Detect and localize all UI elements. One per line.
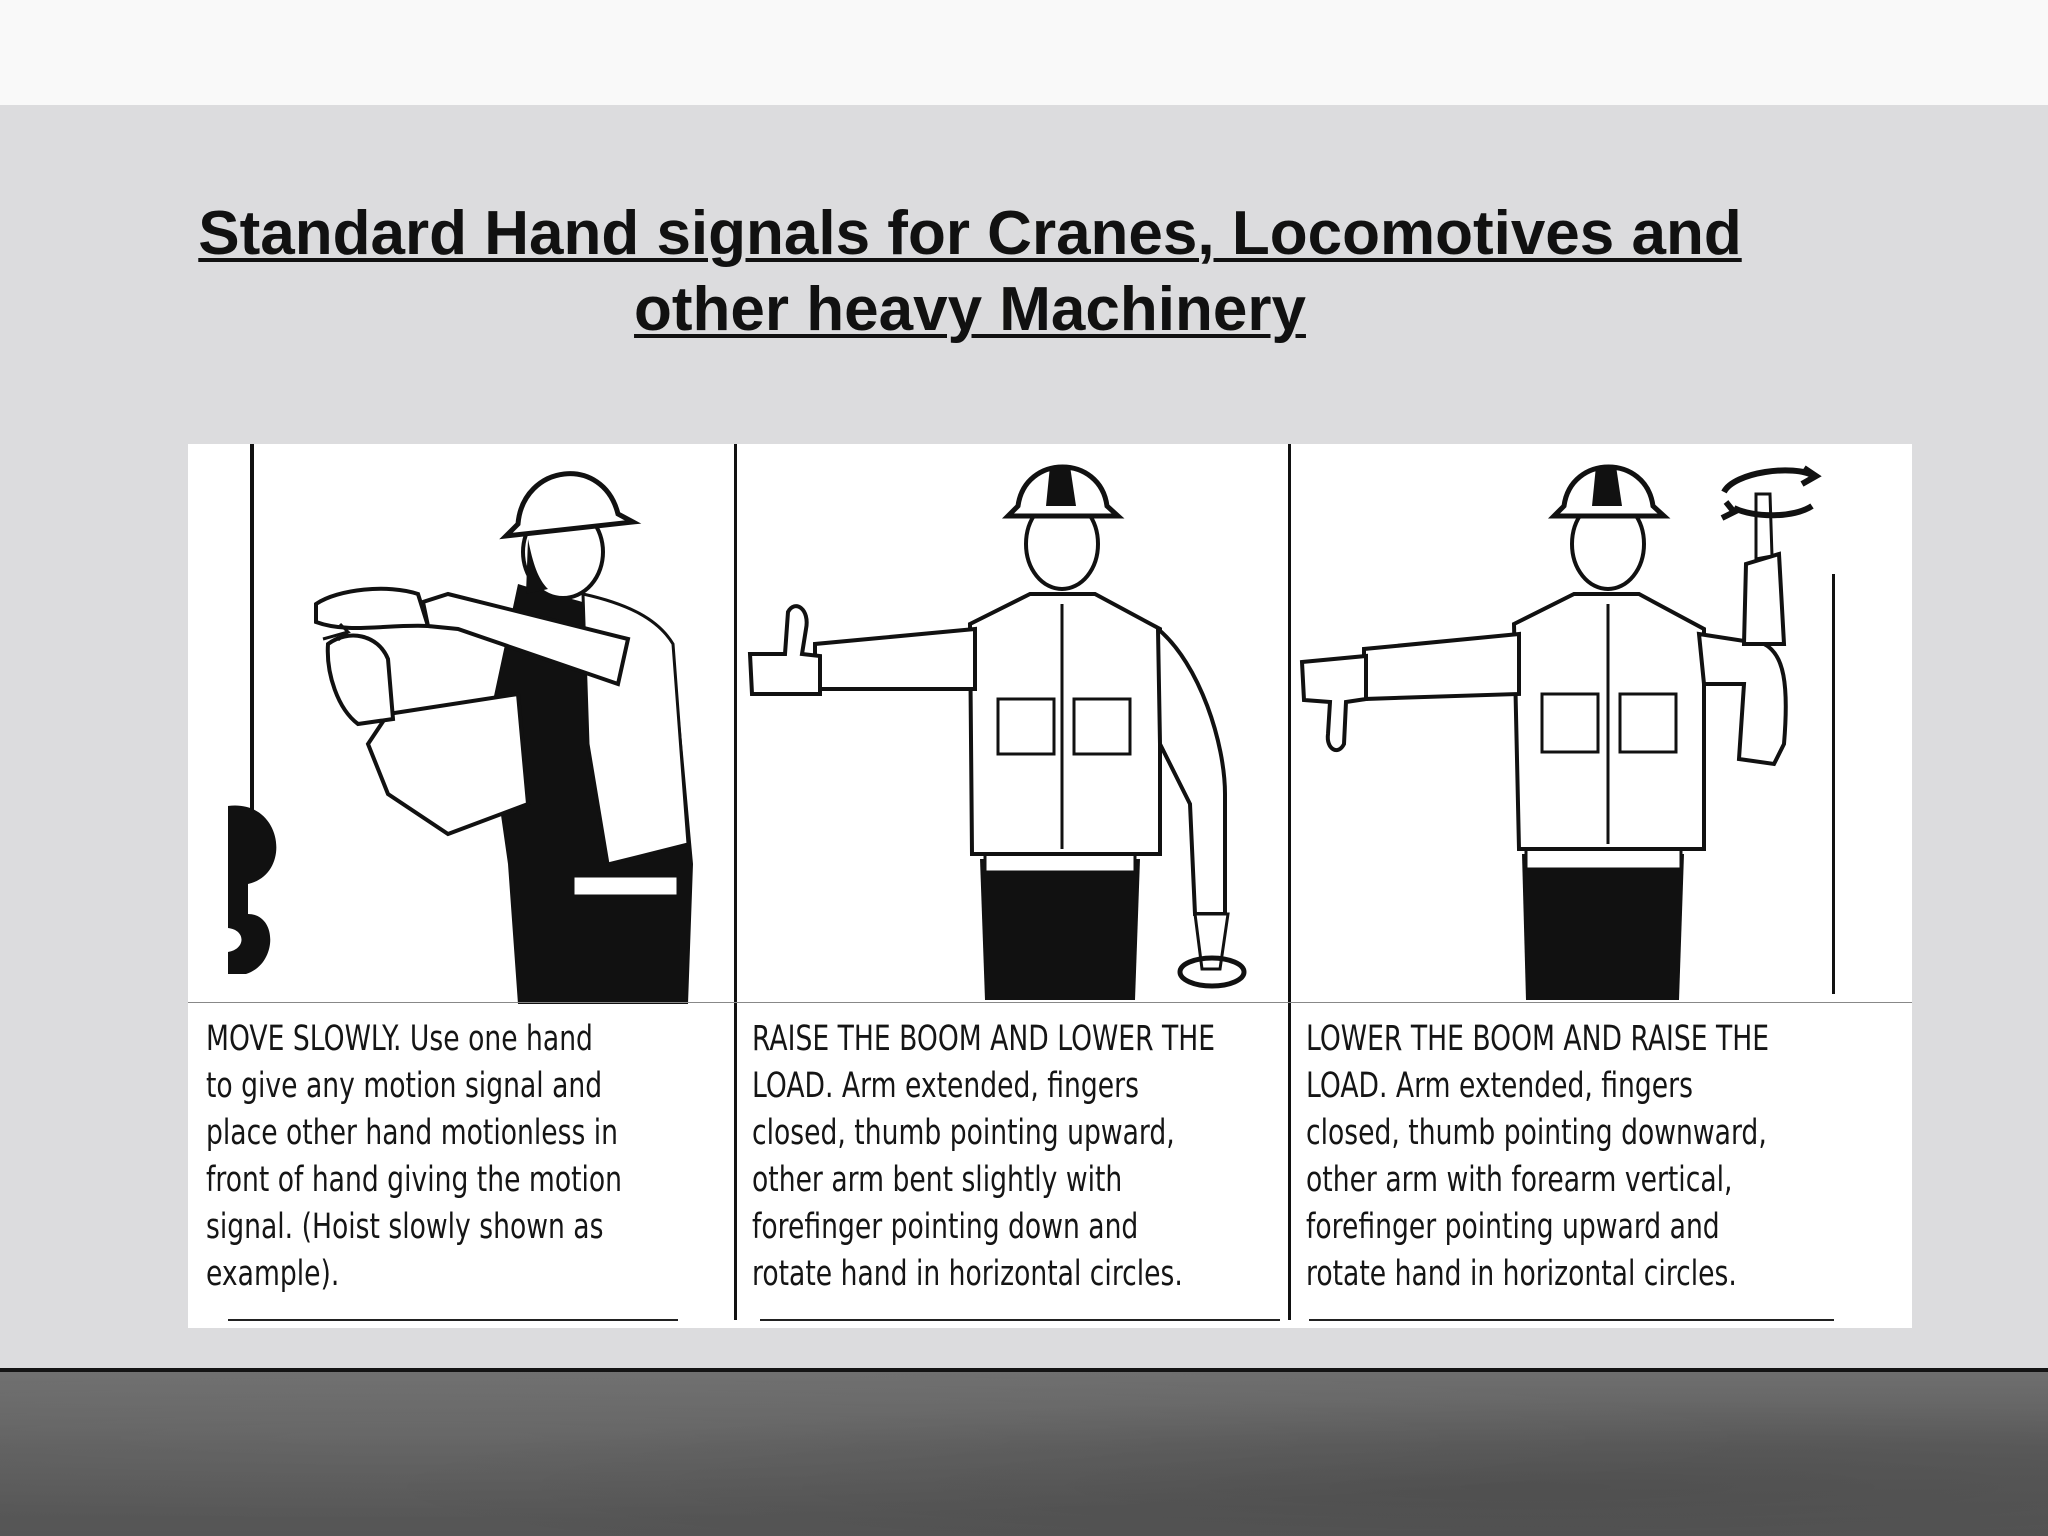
panel-divider-1 [734, 444, 737, 1320]
caption-1-line-3: place other hand motionless in [206, 1113, 619, 1153]
caption-3-line-1: LOWER THE BOOM AND RAISE THE [1306, 1019, 1770, 1059]
caption-2-line-1: RAISE THE BOOM AND LOWER THE [752, 1019, 1216, 1059]
panel-1-bottom-rule [228, 1319, 678, 1321]
caption-1-line-4: front of hand giving the motion [206, 1160, 623, 1200]
caption-2-line-3: closed, thumb pointing upward, [752, 1113, 1175, 1153]
slide-title-line-2: other heavy Machinery [634, 275, 1306, 344]
crane-hook-icon [228, 806, 276, 974]
panel-move-slowly [188, 444, 734, 1324]
caption-2-line-5: forefinger pointing down and [752, 1207, 1139, 1247]
panel-raise-boom-lower-load [740, 444, 1288, 1324]
panel-divider-2 [1288, 444, 1291, 1320]
top-band [0, 0, 2048, 105]
panel-2-bottom-rule [760, 1319, 1280, 1321]
forefinger-up [1756, 494, 1772, 559]
hard-hat-icon [506, 474, 633, 536]
caption-3-line-6: rotate hand in horizontal circles. [1306, 1254, 1737, 1294]
caption-1-line-5: signal. (Hoist slowly shown as [206, 1207, 604, 1247]
bent-arm [1158, 629, 1225, 914]
panel-3-bottom-rule [1309, 1319, 1834, 1321]
worker-trousers [980, 859, 1140, 1000]
hook-cable [250, 444, 254, 814]
caption-lower-boom [1306, 1016, 1838, 1298]
move-slowly-illustration [188, 444, 734, 1004]
thumb-up-icon [750, 606, 820, 694]
raise-boom-illustration [740, 444, 1288, 1004]
caption-3-line-3: closed, thumb pointing downward, [1306, 1113, 1767, 1153]
caption-2-line-6: rotate hand in horizontal circles. [752, 1254, 1183, 1294]
extended-arm [815, 629, 975, 689]
footer-band [0, 1372, 2048, 1536]
rotate-arrow-icon [1724, 468, 1816, 492]
caption-1-line-1: MOVE SLOWLY. Use one hand [206, 1019, 593, 1059]
lower-boom-illustration [1294, 444, 1854, 1004]
caption-3-line-4: other arm with forearm vertical, [1306, 1160, 1733, 1200]
motionless-hand [328, 636, 393, 724]
hand-signals-figure [188, 444, 1912, 1328]
slide-title [90, 196, 1850, 348]
caption-raise-boom [752, 1016, 1284, 1298]
illustration-caption-separator [188, 1002, 1912, 1003]
slide-title-line-1: Standard Hand signals for Cranes, Locomotives and [198, 199, 1742, 268]
caption-2-line-4: other arm bent slightly with [752, 1160, 1123, 1200]
panel-edge-line [1832, 574, 1835, 994]
caption-1-line-6: example). [206, 1254, 340, 1294]
worker-belt [1526, 849, 1681, 869]
caption-move-slowly [206, 1016, 738, 1298]
thumb-down-icon [1302, 656, 1366, 750]
caption-2-line-2: LOAD. Arm extended, fingers [752, 1066, 1139, 1106]
caption-3-line-2: LOAD. Arm extended, fingers [1306, 1066, 1693, 1106]
worker-trousers [1522, 854, 1684, 1000]
caption-1-line-2: to give any motion signal and [206, 1066, 603, 1106]
raised-forearm [1744, 554, 1784, 644]
caption-3-line-5: forefinger pointing upward and [1306, 1207, 1720, 1247]
worker-belt [573, 876, 678, 896]
panel-lower-boom-raise-load [1294, 444, 1854, 1324]
raised-arm [1699, 634, 1786, 764]
motion-hand [316, 589, 428, 628]
extended-arm [1364, 634, 1519, 699]
